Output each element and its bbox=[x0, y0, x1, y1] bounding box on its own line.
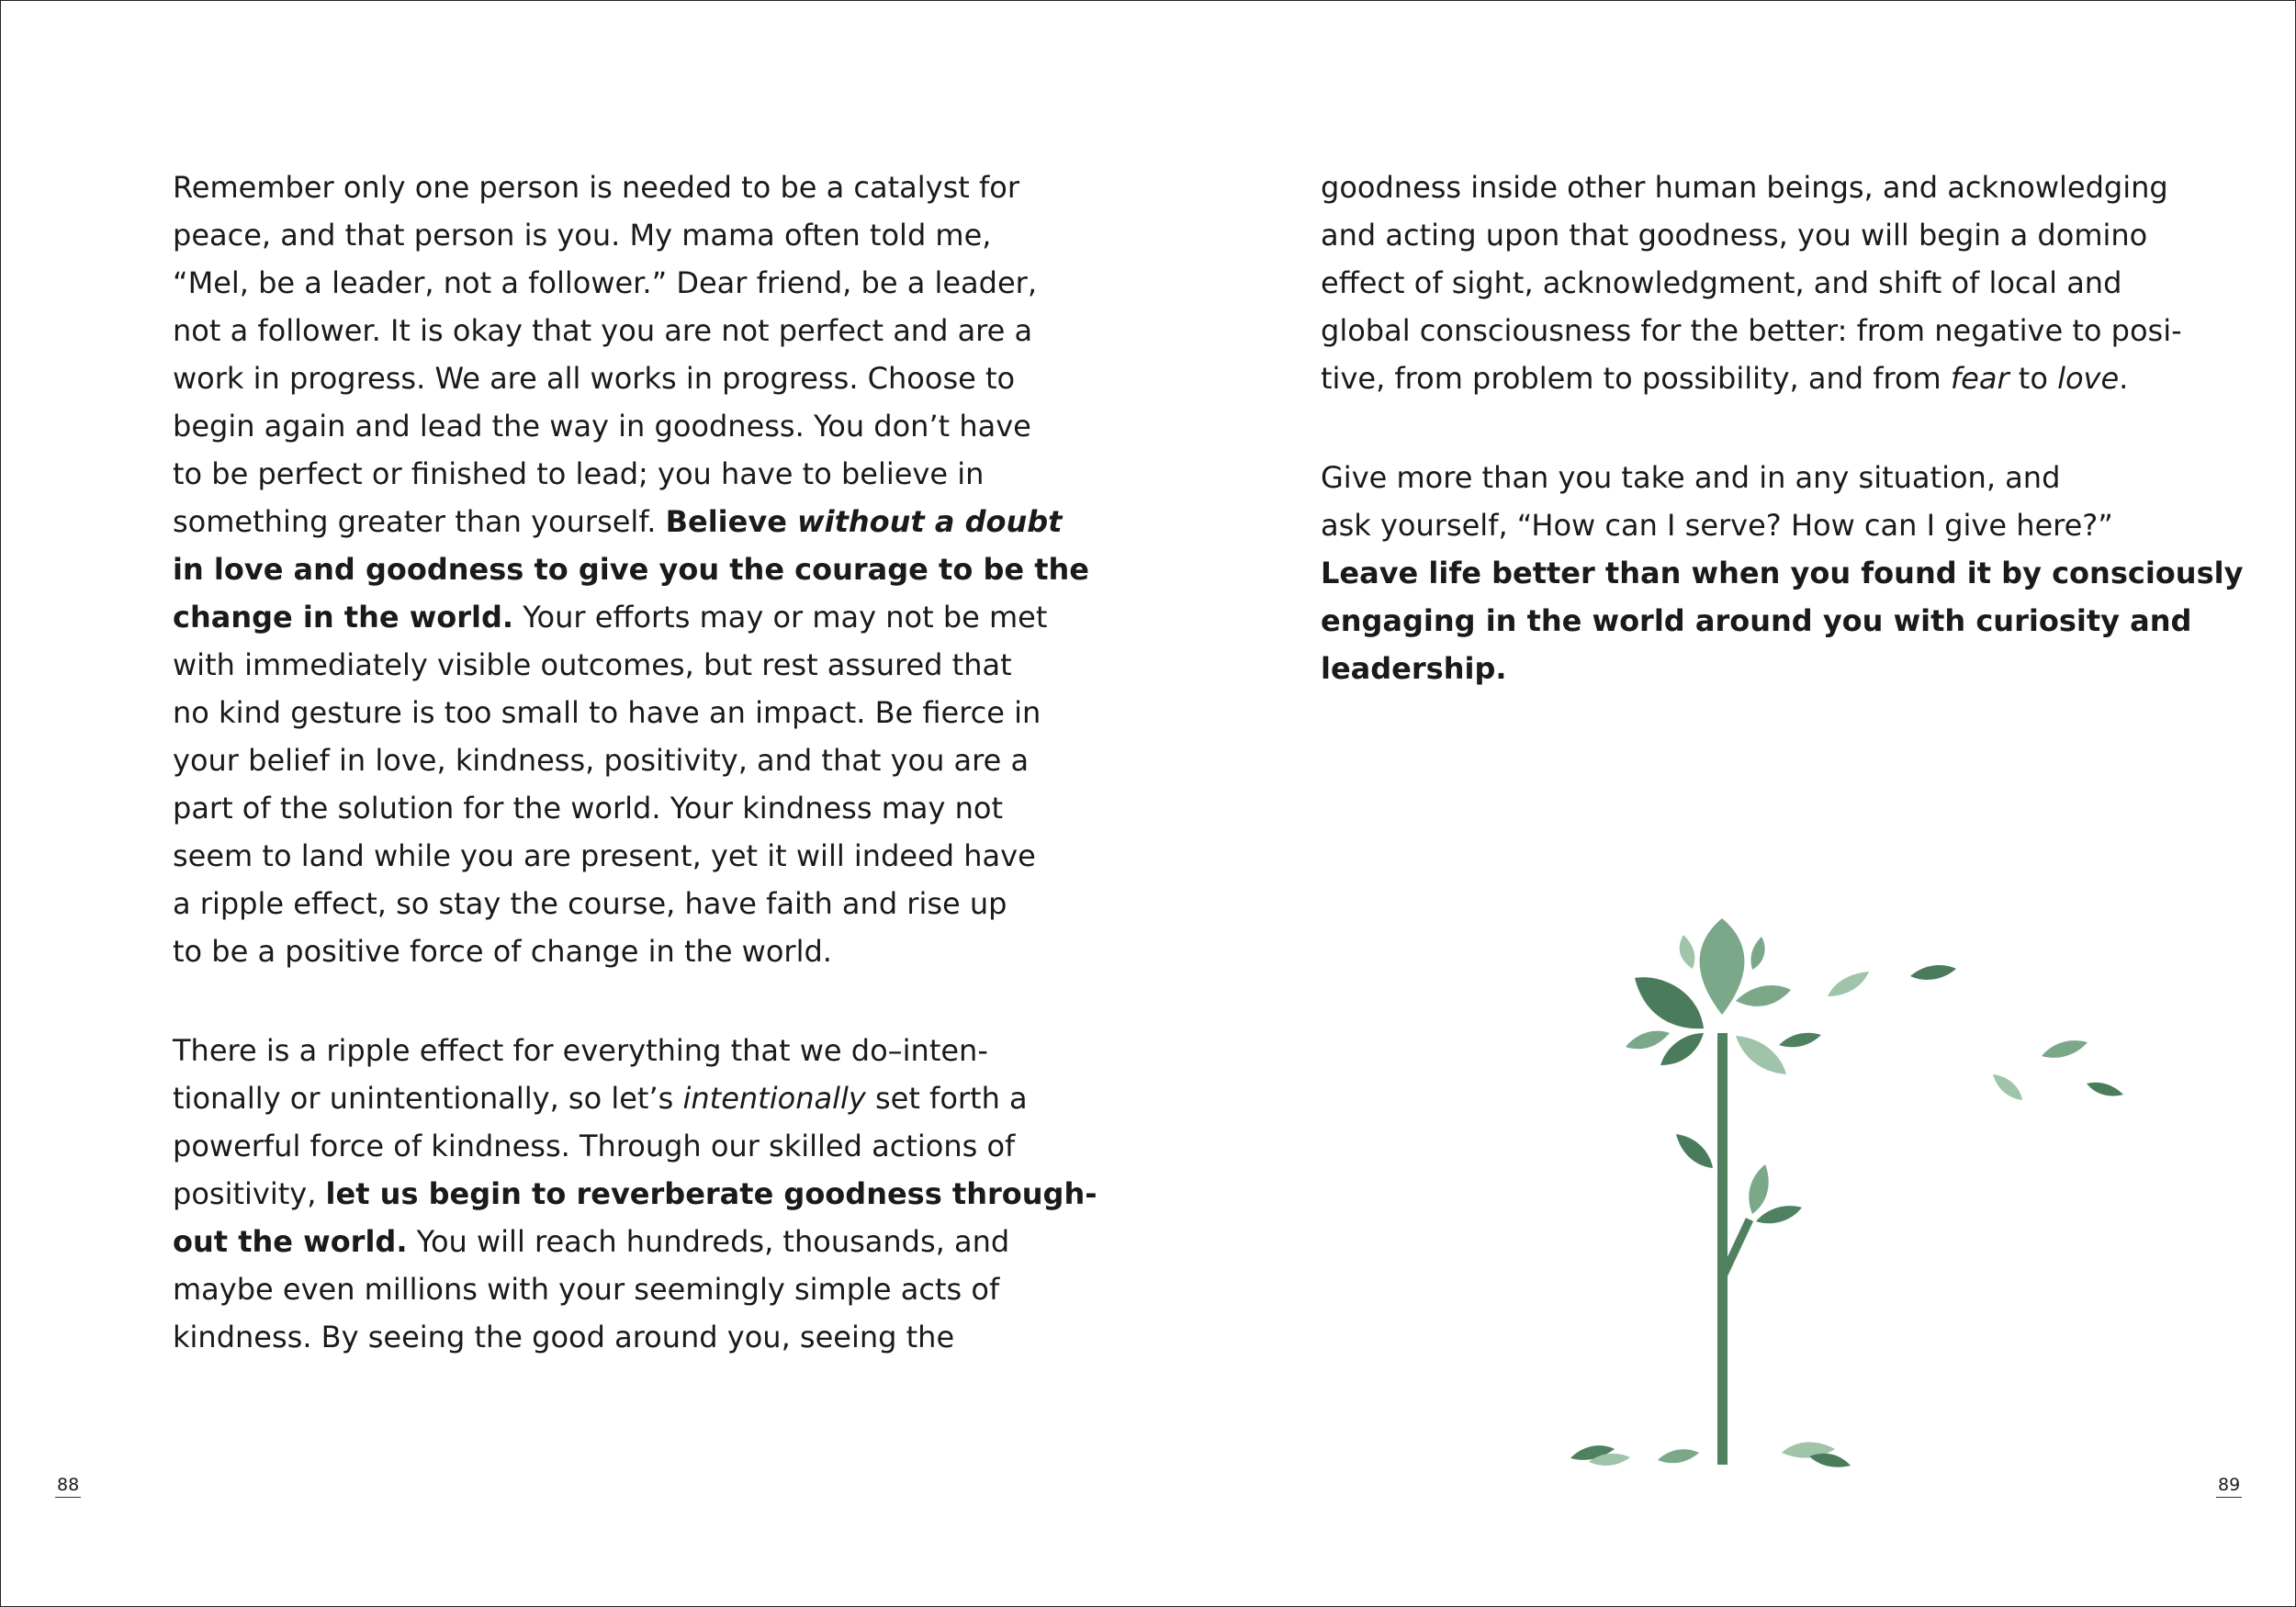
bold-run: let us begin to reverberate goodness through- bbox=[325, 1176, 1097, 1211]
text-line bbox=[1321, 549, 2244, 597]
text-line: with immediately visible outcomes, but rest assured that bbox=[173, 647, 1012, 682]
text-line: Remember only one person is needed to be a catalyst for bbox=[173, 170, 1019, 205]
text-line: to be perfect or finished to lead; you have to believe in bbox=[173, 456, 985, 491]
bold-run: change in the world. bbox=[173, 600, 514, 635]
text-line: global consciousness for the better: from negative to posi- bbox=[1321, 313, 2182, 348]
text-run: to bbox=[2009, 361, 2058, 396]
text-run: set forth a bbox=[865, 1081, 1028, 1116]
text-run: something greater than yourself. bbox=[173, 504, 666, 539]
falling-leaf bbox=[1993, 1074, 2022, 1100]
leaf bbox=[1750, 937, 1764, 970]
bold-run: Believe bbox=[665, 504, 798, 539]
text-line: Give more than you take and in any situation, and bbox=[1321, 460, 2061, 495]
leaf bbox=[1680, 935, 1695, 969]
text-run: Your efforts may or may not be met bbox=[513, 600, 1048, 635]
text-line: and acting upon that goodness, you will begin a domino bbox=[1321, 218, 2148, 253]
leaf bbox=[1660, 1033, 1704, 1065]
leaf bbox=[1676, 1134, 1713, 1168]
text-line bbox=[1321, 354, 2147, 402]
bold-run: leadership. bbox=[1321, 651, 1507, 686]
left-paragraph-1 bbox=[173, 163, 1089, 975]
leaf bbox=[1635, 977, 1704, 1028]
bold-italic-run: without a doubt bbox=[797, 504, 1063, 539]
text-run: tionally or unintentionally, so let’s bbox=[173, 1081, 683, 1116]
text-line: no kind gesture is too small to have an impact. Be fierce in bbox=[173, 695, 1041, 730]
text-line: kindness. By seeing the good around you, seeing the bbox=[173, 1320, 955, 1354]
text-run: tive, from problem to possibility, and from bbox=[1321, 361, 1951, 396]
bold-run: in love and goodness to give you the courage to be the bbox=[173, 552, 1089, 587]
text-run: You will reach hundreds, thousands, and bbox=[407, 1224, 1010, 1259]
text-line: to be a positive force of change in the world. bbox=[173, 934, 832, 969]
page-number: 89 bbox=[2216, 1474, 2242, 1498]
italic-run: intentionally bbox=[682, 1081, 866, 1116]
falling-leaf bbox=[1828, 972, 1869, 996]
text-line bbox=[173, 593, 1048, 641]
leaf bbox=[1736, 1036, 1786, 1074]
text-line: maybe even millions with your seemingly simple acts of bbox=[173, 1272, 1000, 1307]
leaf bbox=[1756, 1206, 1802, 1223]
sapling-stem bbox=[1717, 1033, 1728, 1465]
text-run: positivity, bbox=[173, 1176, 326, 1211]
text-line bbox=[173, 1218, 1010, 1265]
falling-leaf bbox=[2087, 1083, 2123, 1096]
text-line: a ripple effect, so stay the course, have faith and rise up bbox=[173, 886, 1007, 921]
text-line bbox=[173, 1074, 1028, 1122]
text-line: not a follower. It is okay that you are not perfect and are a bbox=[173, 313, 1033, 348]
text-line bbox=[173, 498, 1063, 545]
italic-run: love bbox=[2057, 361, 2120, 396]
bold-run: out the world. bbox=[173, 1224, 408, 1259]
page-number: 88 bbox=[55, 1474, 81, 1498]
text-line bbox=[173, 1170, 1097, 1218]
italic-run: fear bbox=[1950, 361, 2009, 396]
text-line bbox=[173, 545, 1089, 593]
ground-leaf bbox=[1658, 1449, 1699, 1463]
right-paragraph-2 bbox=[1321, 454, 2244, 692]
leaf bbox=[1749, 1164, 1768, 1214]
text-line: begin again and lead the way in goodness. You don’t have bbox=[173, 409, 1031, 444]
falling-leaf bbox=[1910, 965, 1956, 980]
text-line: ask yourself, “How can I serve? How can I give here?” bbox=[1321, 508, 2113, 543]
bold-run: Leave life better than when you found it by consciously bbox=[1321, 556, 2244, 590]
text-line: work in progress. We are all works in progress. Choose to bbox=[173, 361, 1016, 396]
right-paragraph-1 bbox=[1321, 163, 2182, 402]
text-line: goodness inside other human beings, and acknowledging bbox=[1321, 170, 2168, 205]
bold-run: engaging in the world around you with curiosity and bbox=[1321, 603, 2192, 638]
text-line: There is a ripple effect for everything that we do–inten- bbox=[173, 1033, 988, 1068]
falling-leaf bbox=[1779, 1033, 1821, 1048]
text-run: . bbox=[2119, 361, 2129, 396]
text-line: peace, and that person is you. My mama often told me, bbox=[173, 218, 992, 253]
text-line: seem to land while you are present, yet it will indeed have bbox=[173, 838, 1036, 873]
leaf bbox=[1626, 1031, 1670, 1050]
text-line: effect of sight, acknowledgment, and shift of local and bbox=[1321, 265, 2122, 300]
text-line: your belief in love, kindness, positivity, and that you are a bbox=[173, 743, 1030, 778]
text-line bbox=[1321, 645, 2147, 692]
left-paragraph-2 bbox=[173, 1027, 1097, 1361]
falling-leaf bbox=[2042, 1040, 2088, 1058]
text-line: “Mel, be a leader, not a follower.” Dear friend, be a leader, bbox=[173, 265, 1037, 300]
text-line: powerful force of kindness. Through our skilled actions of bbox=[173, 1129, 1016, 1163]
left-text-column bbox=[173, 163, 1097, 1412]
ground-leaf bbox=[1809, 1454, 1851, 1467]
text-line bbox=[1321, 597, 2192, 645]
sapling-with-falling-leaves-icon bbox=[1332, 891, 2158, 1497]
text-line: part of the solution for the world. Your kindness may not bbox=[173, 791, 1003, 826]
leaf bbox=[1736, 985, 1791, 1006]
right-text-column bbox=[1321, 163, 2244, 744]
right-page bbox=[1148, 0, 2296, 1607]
